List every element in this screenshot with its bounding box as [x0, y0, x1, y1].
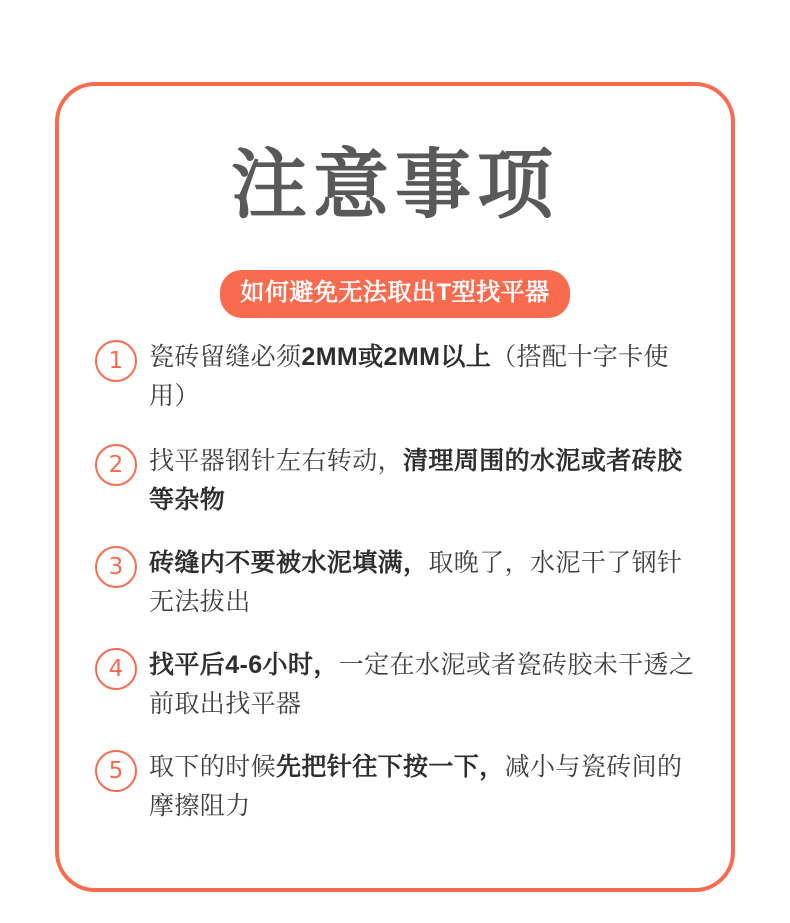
list-item-text: 找平后4-6小时，一定在水泥或者瓷砖胶未干透之前取出找平器 — [149, 651, 695, 718]
list-item-text: 取下的时候先把针往下按一下，减小与瓷砖间的摩擦阻力 — [149, 753, 683, 820]
list-item-number: 4 — [95, 648, 137, 690]
notice-card — [55, 82, 735, 892]
list-item-text: 找平器钢针左右转动，清理周围的水泥或者砖胶等杂物 — [149, 447, 683, 514]
list-item-number: 1 — [95, 340, 137, 382]
list-item-text: 砖缝内不要被水泥填满，取晚了，水泥干了钢针无法拔出 — [149, 549, 683, 616]
subtitle-badge: 如何避免无法取出T型找平器 — [220, 270, 569, 318]
list-item-number: 3 — [95, 546, 137, 588]
notice-list — [95, 336, 703, 826]
list-item — [95, 440, 703, 520]
list-item — [95, 542, 703, 622]
list-item — [95, 336, 703, 416]
subtitle-container — [59, 270, 731, 318]
list-item — [95, 644, 703, 724]
list-item-text: 瓷砖留缝必须2MM或2MM以上（搭配十字卡使用） — [149, 343, 669, 410]
list-item-number: 5 — [95, 750, 137, 792]
list-item-number: 2 — [95, 444, 137, 486]
page-title: 注意事项 — [231, 143, 559, 228]
list-item — [95, 746, 703, 826]
